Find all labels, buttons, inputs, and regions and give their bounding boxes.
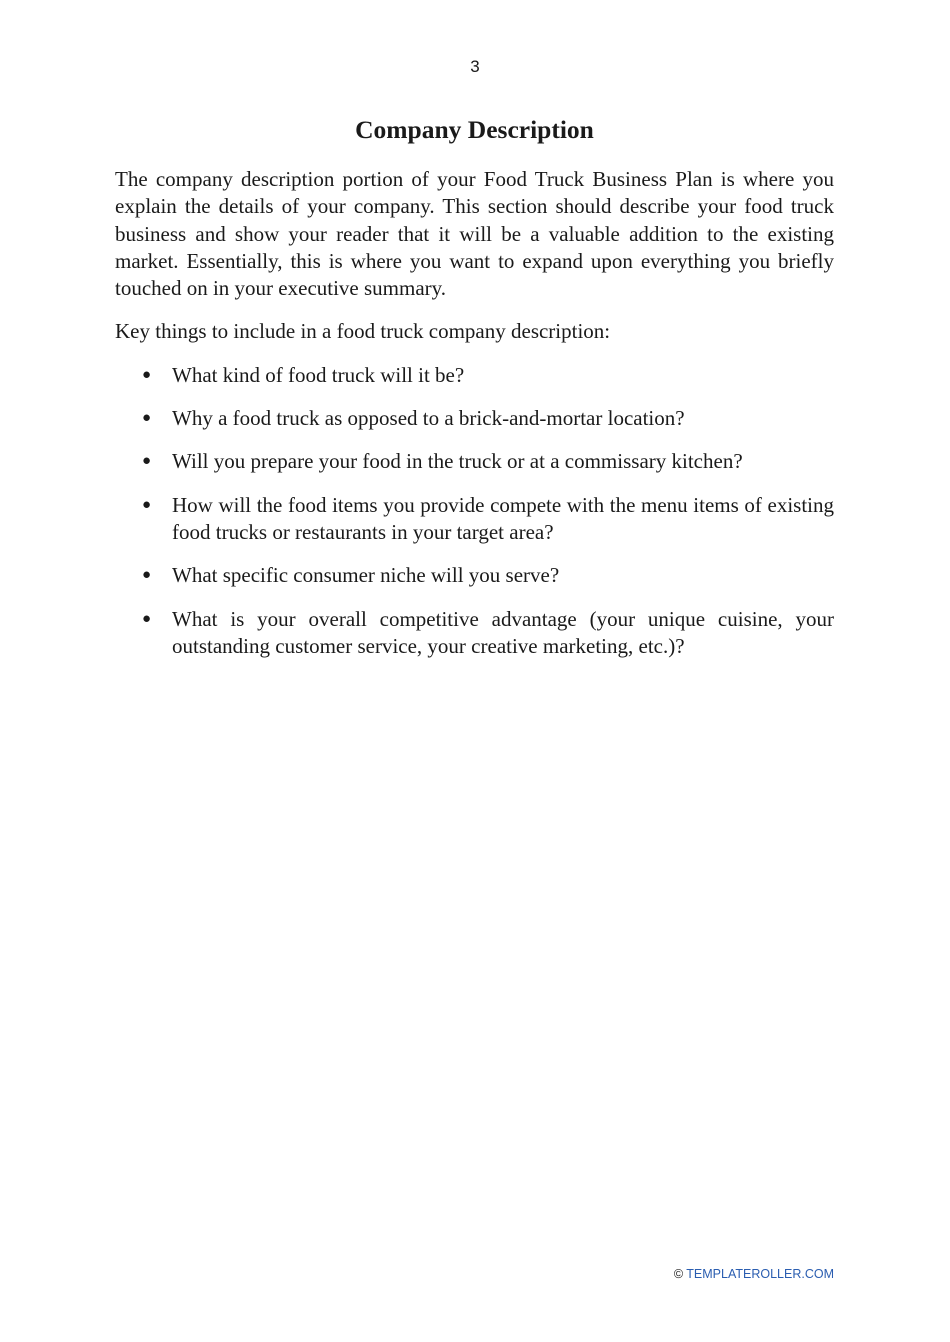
list-item — [115, 562, 834, 589]
bullet-icon: ● — [142, 496, 152, 513]
section-title: Company Description — [355, 115, 594, 144]
list-intro: Key things to include in a food truck company description: — [115, 319, 611, 344]
bullet-icon: ● — [142, 567, 152, 584]
list-item-text: What specific consumer niche will you serve? — [172, 563, 560, 588]
list-item-text: Why a food truck as opposed to a brick-and-mortar location? — [172, 406, 685, 431]
key-things-list — [115, 362, 834, 660]
list-item — [115, 492, 834, 547]
bullet-icon: ● — [142, 610, 152, 627]
footer — [674, 1266, 834, 1282]
bullet-icon: ● — [142, 453, 152, 470]
list-item — [115, 448, 834, 475]
list-item — [115, 362, 834, 389]
bullet-icon: ● — [142, 410, 152, 427]
list-item-text: What is your overall competitive advantage (your unique cuisine, your outstanding customer service, your creative marketing, etc.)? — [172, 606, 834, 658]
page-number: 3 — [470, 57, 480, 76]
copyright-symbol: © — [673, 1267, 684, 1281]
list-item-text: Will you prepare your food in the truck or at a commissary kitchen? — [172, 449, 743, 474]
document-body — [115, 114, 834, 676]
list-item-text: What kind of food truck will it be? — [172, 362, 465, 387]
templateroller-link[interactable]: TEMPLATEROLLER.COM — [686, 1267, 834, 1281]
list-item — [115, 405, 834, 432]
list-item — [115, 606, 834, 661]
description-paragraph: The company description portion of your Food Truck Business Plan is where you explain the details of your company. This section should describe your food truck business and show your reader that it will be a valuable addition to the existing market. Essentially, this is where you want to expand upon everything you briefly touched on in your executive summary. — [115, 167, 834, 301]
bullet-icon: ● — [142, 366, 152, 383]
list-item-text: How will the food items you provide compete with the menu items of existing food trucks or restaurants in your target area? — [172, 492, 834, 544]
